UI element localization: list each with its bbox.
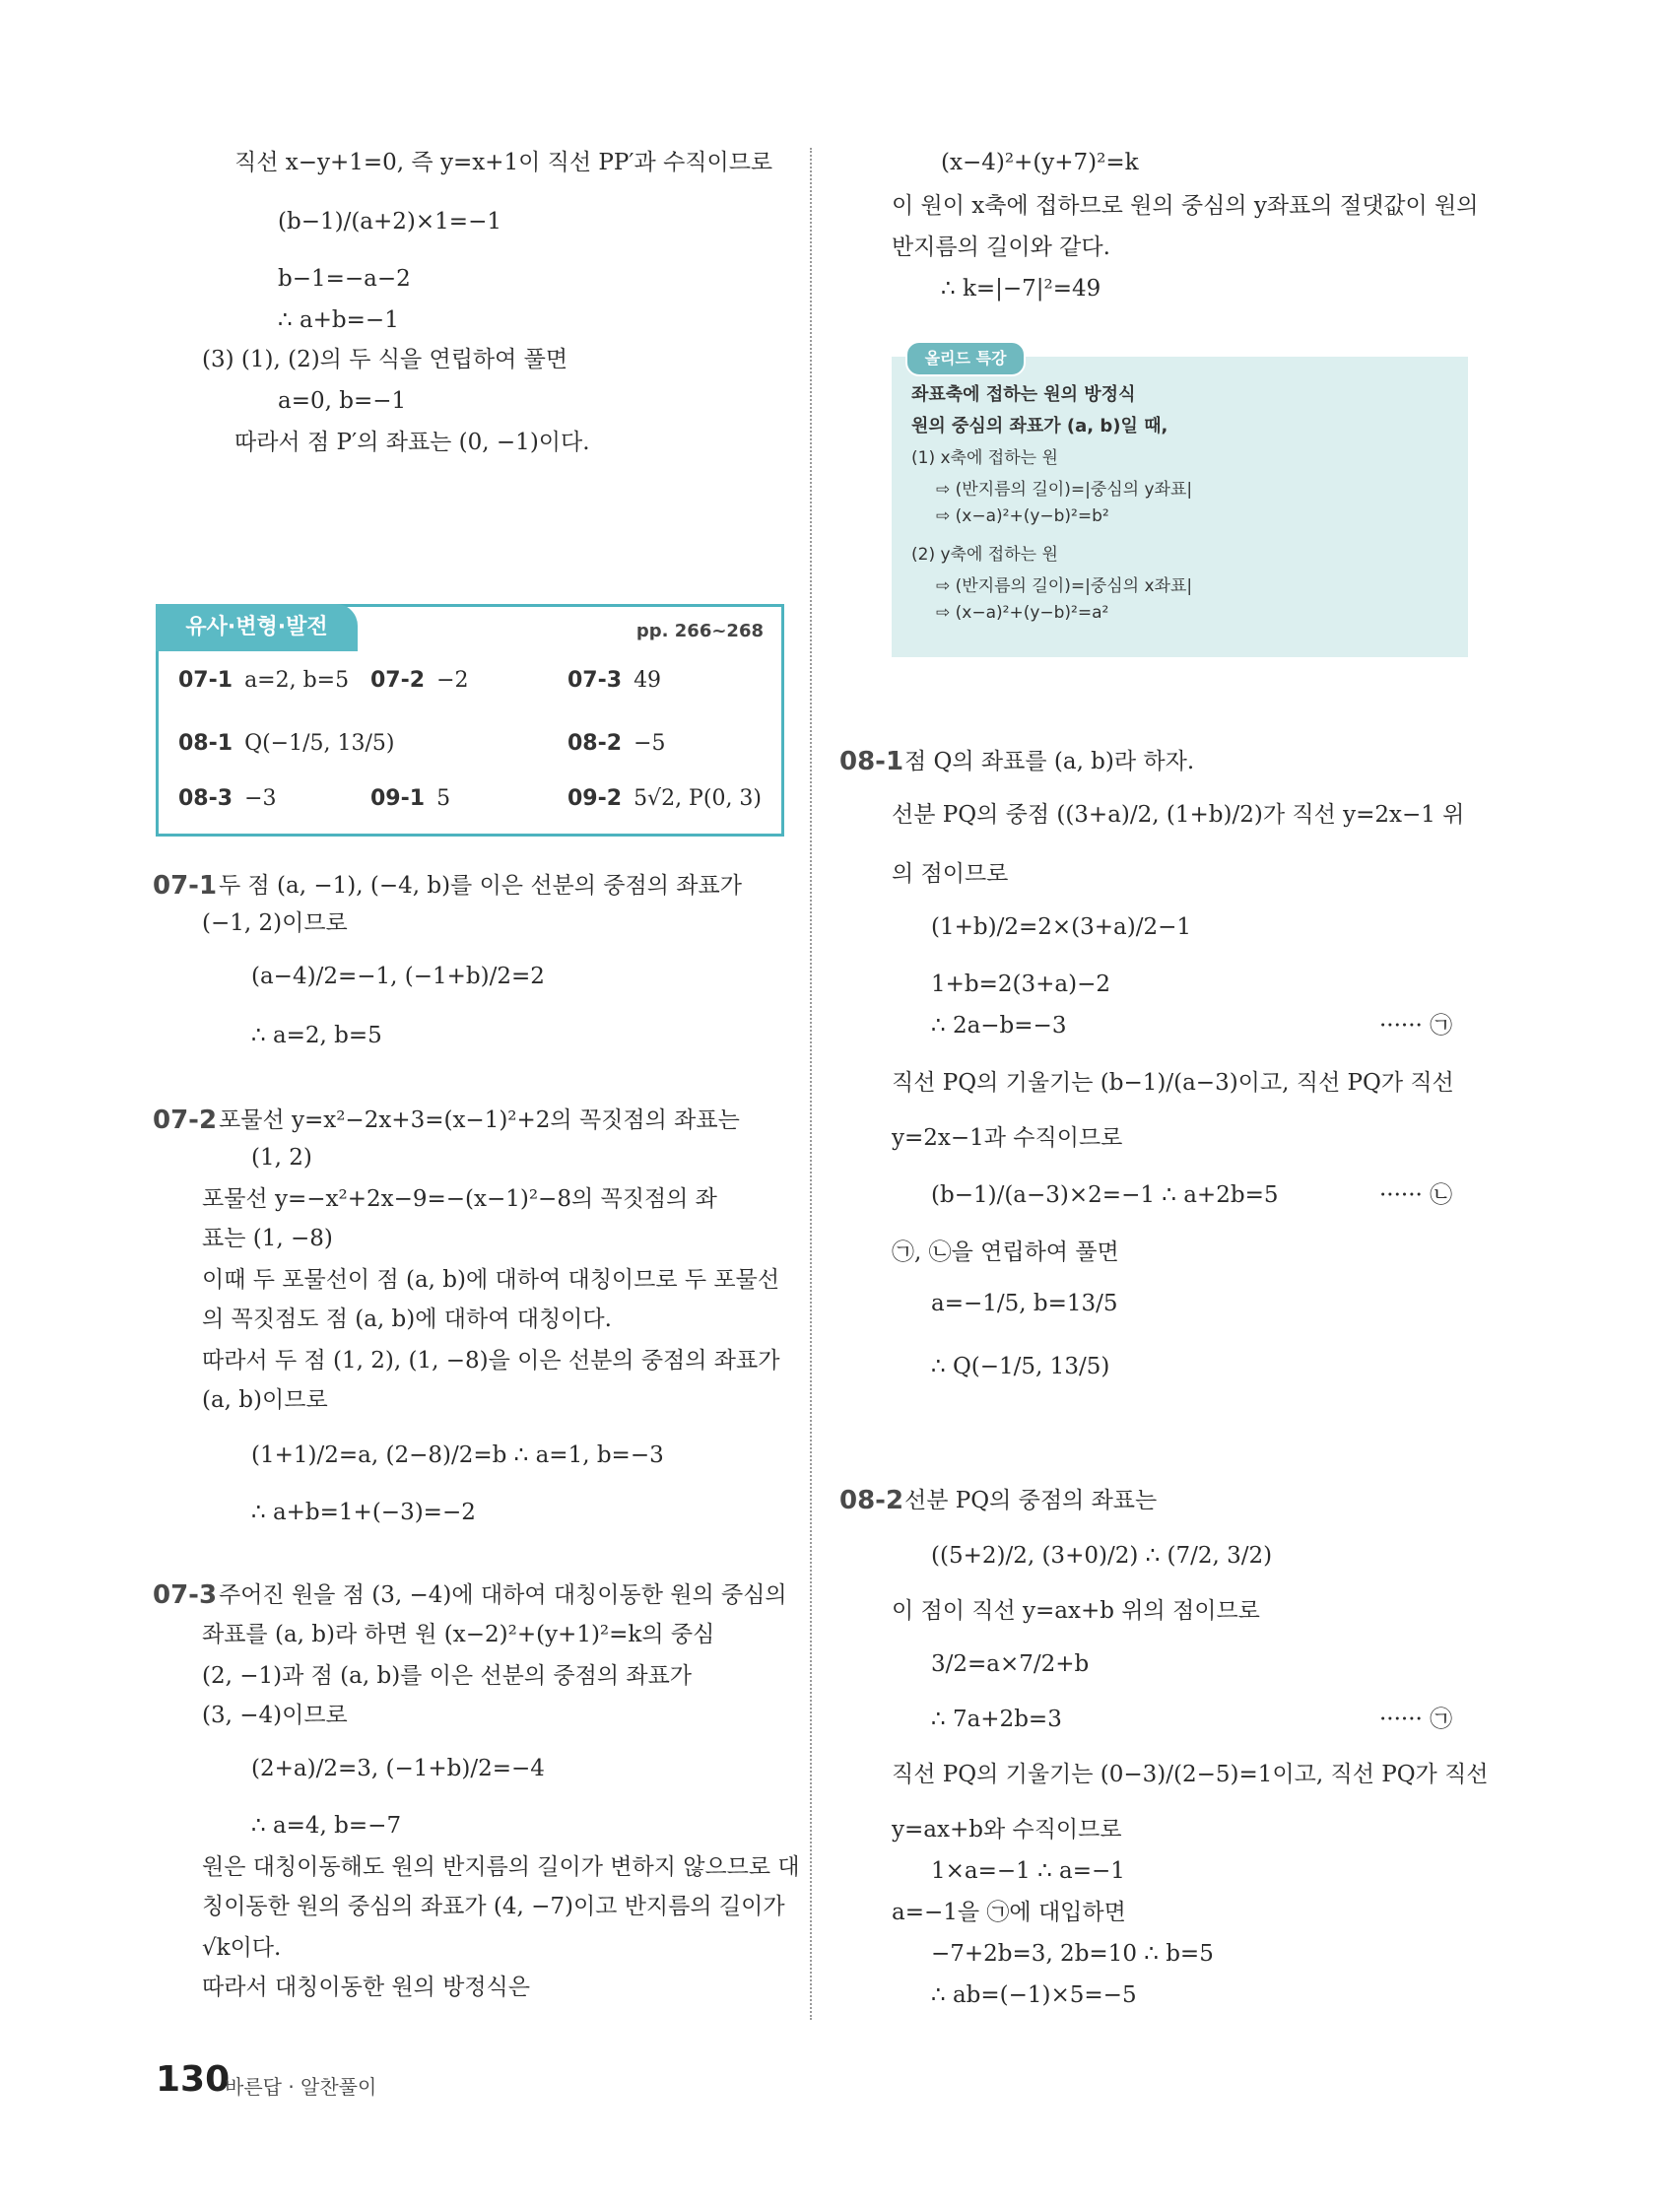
summary-item <box>567 786 762 811</box>
text-line: ㉠, ㉡을 연립하여 풀면 <box>892 1240 1119 1265</box>
answer-summary-box <box>156 604 784 837</box>
text-line: (−1, 2)이므로 <box>202 910 348 936</box>
text-line: (3) (1), (2)의 두 식을 연립하여 풀면 <box>202 347 568 372</box>
tip-title: 좌표축에 접하는 원의 방정식 <box>911 384 1136 405</box>
page-number: 130 <box>156 2059 231 2100</box>
problem-label: 08-2 <box>839 1486 904 1515</box>
summary-key: 07-2 <box>370 668 426 693</box>
equation-line: ∴ ab=(−1)×5=−5 <box>931 1982 1137 2008</box>
text-line: (3, −4)이므로 <box>202 1703 348 1728</box>
summary-value: Q(−1/5, 13/5) <box>244 731 395 756</box>
tip-box <box>892 349 1468 657</box>
problem-label: 07-2 <box>153 1106 218 1135</box>
tip-line: ⇨ (x−a)²+(y−b)²=a² <box>936 603 1109 623</box>
text-line: 의 점이므로 <box>892 861 1009 887</box>
equation-line: (1+1)/2=a, (2−8)/2=b ∴ a=1, b=−3 <box>251 1442 664 1468</box>
equation-line: 3/2=a×7/2+b <box>931 1651 1090 1677</box>
text-line: 원은 대칭이동해도 원의 반지름의 길이가 변하지 않으므로 대 <box>202 1854 800 1880</box>
summary-value: 5√2, P(0, 3) <box>634 786 763 811</box>
text-line: 표는 (1, −8) <box>202 1226 333 1251</box>
tip-line: (2) y축에 접하는 원 <box>911 545 1058 565</box>
equation-line: (x−4)²+(y+7)²=k <box>941 150 1139 175</box>
equation-line: ∴ a=4, b=−7 <box>251 1813 402 1839</box>
summary-value: −5 <box>634 731 666 756</box>
summary-key: 07-3 <box>567 668 623 693</box>
equation-line: −7+2b=3, 2b=10 ∴ b=5 <box>931 1941 1214 1967</box>
equation-line: ∴ a=2, b=5 <box>251 1023 382 1048</box>
text-line: 선분 PQ의 중점 ((3+a)/2, (1+b)/2)가 직선 y=2x−1 위 <box>892 802 1465 828</box>
text-line: (1, 2) <box>251 1145 312 1171</box>
summary-value: a=2, b=5 <box>244 668 350 693</box>
text-line: 이 점이 직선 y=ax+b 위의 점이므로 <box>892 1598 1260 1624</box>
summary-key: 09-1 <box>370 786 426 811</box>
text-line: (a, b)이므로 <box>202 1387 328 1413</box>
text-line: 칭이동한 원의 중심의 좌표가 (4, −7)이고 반지름의 길이가 <box>202 1894 785 1919</box>
summary-key: 07-1 <box>178 668 234 693</box>
tip-line: 원의 중심의 좌표가 (a, b)일 때, <box>911 416 1168 436</box>
text-line: 이때 두 포물선이 점 (a, b)에 대하여 대칭이므로 두 포물선 <box>202 1267 780 1293</box>
equation-line: ∴ 7a+2b=3 <box>931 1707 1062 1732</box>
marker-2: ······ ㉡ <box>1379 1182 1453 1208</box>
equation-line: (a−4)/2=−1, (−1+b)/2=2 <box>251 964 545 989</box>
text-line: 점 Q의 좌표를 (a, b)라 하자. <box>904 749 1195 774</box>
text-line: 직선 PQ의 기울기는 (0−3)/(2−5)=1이고, 직선 PQ가 직선 <box>892 1762 1489 1787</box>
summary-key: 08-1 <box>178 731 234 756</box>
equation-line: (b−1)/(a+2)×1=−1 <box>278 209 501 235</box>
text-line: 직선 PQ의 기울기는 (b−1)/(a−3)이고, 직선 PQ가 직선 <box>892 1070 1454 1096</box>
marker-3: ······ ㉠ <box>1379 1707 1453 1732</box>
tip-line: ⇨ (반지름의 길이)=|중심의 x좌표| <box>936 576 1193 596</box>
summary-item <box>178 786 277 811</box>
summary-item <box>178 731 395 756</box>
equation-line: ∴ a+b=−1 <box>278 307 399 333</box>
equation-line: (2+a)/2=3, (−1+b)/2=−4 <box>251 1756 545 1781</box>
equation-line: ∴ Q(−1/5, 13/5) <box>931 1354 1110 1379</box>
summary-value: 5 <box>436 786 451 811</box>
text-line: 포물선 y=x²−2x+3=(x−1)²+2의 꼭짓점의 좌표는 <box>219 1107 740 1133</box>
equation-line: 1×a=−1 ∴ a=−1 <box>931 1858 1125 1884</box>
text-line: 포물선 y=−x²+2x−9=−(x−1)²−8의 꼭짓점의 좌 <box>202 1186 717 1212</box>
text-line: 주어진 원을 점 (3, −4)에 대하여 대칭이동한 원의 중심의 <box>219 1582 787 1608</box>
equation-line: (1+b)/2=2×(3+a)/2−1 <box>931 914 1191 940</box>
page-range: pp. 266~268 <box>635 621 764 641</box>
text-line: 이 원이 x축에 접하므로 원의 중심의 y좌표의 절댓값이 원의 <box>892 193 1479 219</box>
equation-line: a=0, b=−1 <box>278 388 407 414</box>
text-line: 선분 PQ의 중점의 좌표는 <box>904 1488 1158 1513</box>
summary-key: 08-2 <box>567 731 623 756</box>
text-line: 의 꼭짓점도 점 (a, b)에 대하여 대칭이다. <box>202 1307 612 1332</box>
text-line: a=−1을 ㉠에 대입하면 <box>892 1900 1126 1925</box>
text-line: 따라서 점 P′의 좌표는 (0, −1)이다. <box>234 430 590 455</box>
tip-line: ⇨ (x−a)²+(y−b)²=b² <box>936 506 1109 526</box>
tip-tab: 올리드 특강 <box>905 341 1026 376</box>
equation-line: 1+b=2(3+a)−2 <box>931 972 1111 997</box>
text-line: 좌표를 (a, b)라 하면 원 (x−2)²+(y+1)²=k의 중심 <box>202 1622 715 1647</box>
footer-title: 바른답 · 알찬풀이 <box>225 2075 377 2099</box>
text-line: √k이다. <box>202 1935 282 1961</box>
text-line: y=2x−1과 수직이므로 <box>892 1125 1123 1151</box>
text-line: (2, −1)과 점 (a, b)를 이은 선분의 중점의 좌표가 <box>202 1663 693 1689</box>
equation-line: a=−1/5, b=13/5 <box>931 1291 1118 1316</box>
summary-value: −3 <box>244 786 277 811</box>
summary-key: 08-3 <box>178 786 234 811</box>
text-line: y=ax+b와 수직이므로 <box>892 1817 1122 1843</box>
summary-item <box>370 786 450 811</box>
summary-key: 09-2 <box>567 786 623 811</box>
equation-line: (b−1)/(a−3)×2=−1 ∴ a+2b=5 <box>931 1182 1279 1208</box>
summary-item <box>567 668 661 693</box>
text-line: 따라서 대칭이동한 원의 방정식은 <box>202 1975 530 2000</box>
equation-line: ((5+2)/2, (3+0)/2) ∴ (7/2, 3/2) <box>931 1543 1273 1569</box>
tip-line: ⇨ (반지름의 길이)=|중심의 y좌표| <box>936 480 1193 500</box>
problem-label: 07-1 <box>153 871 218 901</box>
equation-line: ∴ 2a−b=−3 <box>931 1013 1067 1039</box>
summary-item <box>567 731 666 756</box>
text-line: 따라서 두 점 (1, 2), (1, −8)을 이은 선분의 중점의 좌표가 <box>202 1348 780 1374</box>
summary-value: 49 <box>634 668 662 693</box>
summary-item <box>178 668 349 693</box>
equation-line: ∴ k=|−7|²=49 <box>941 276 1101 302</box>
equation-line: b−1=−a−2 <box>278 266 411 292</box>
summary-item <box>370 668 469 693</box>
tip-line: (1) x축에 접하는 원 <box>911 448 1058 468</box>
text-line: 직선 x−y+1=0, 즉 y=x+1이 직선 PP′과 수직이므로 <box>234 150 773 175</box>
text-line: 두 점 (a, −1), (−4, b)를 이은 선분의 중점의 좌표가 <box>219 873 742 899</box>
summary-value: −2 <box>436 668 469 693</box>
equation-line: ∴ a+b=1+(−3)=−2 <box>251 1500 476 1525</box>
problem-label: 08-1 <box>839 747 904 776</box>
column-divider <box>810 148 812 2020</box>
marker-1: ······ ㉠ <box>1379 1013 1453 1039</box>
problem-label: 07-3 <box>153 1580 218 1610</box>
summary-tab: 유사·변형·발전 <box>156 604 358 651</box>
text-line: 반지름의 길이와 같다. <box>892 235 1110 260</box>
